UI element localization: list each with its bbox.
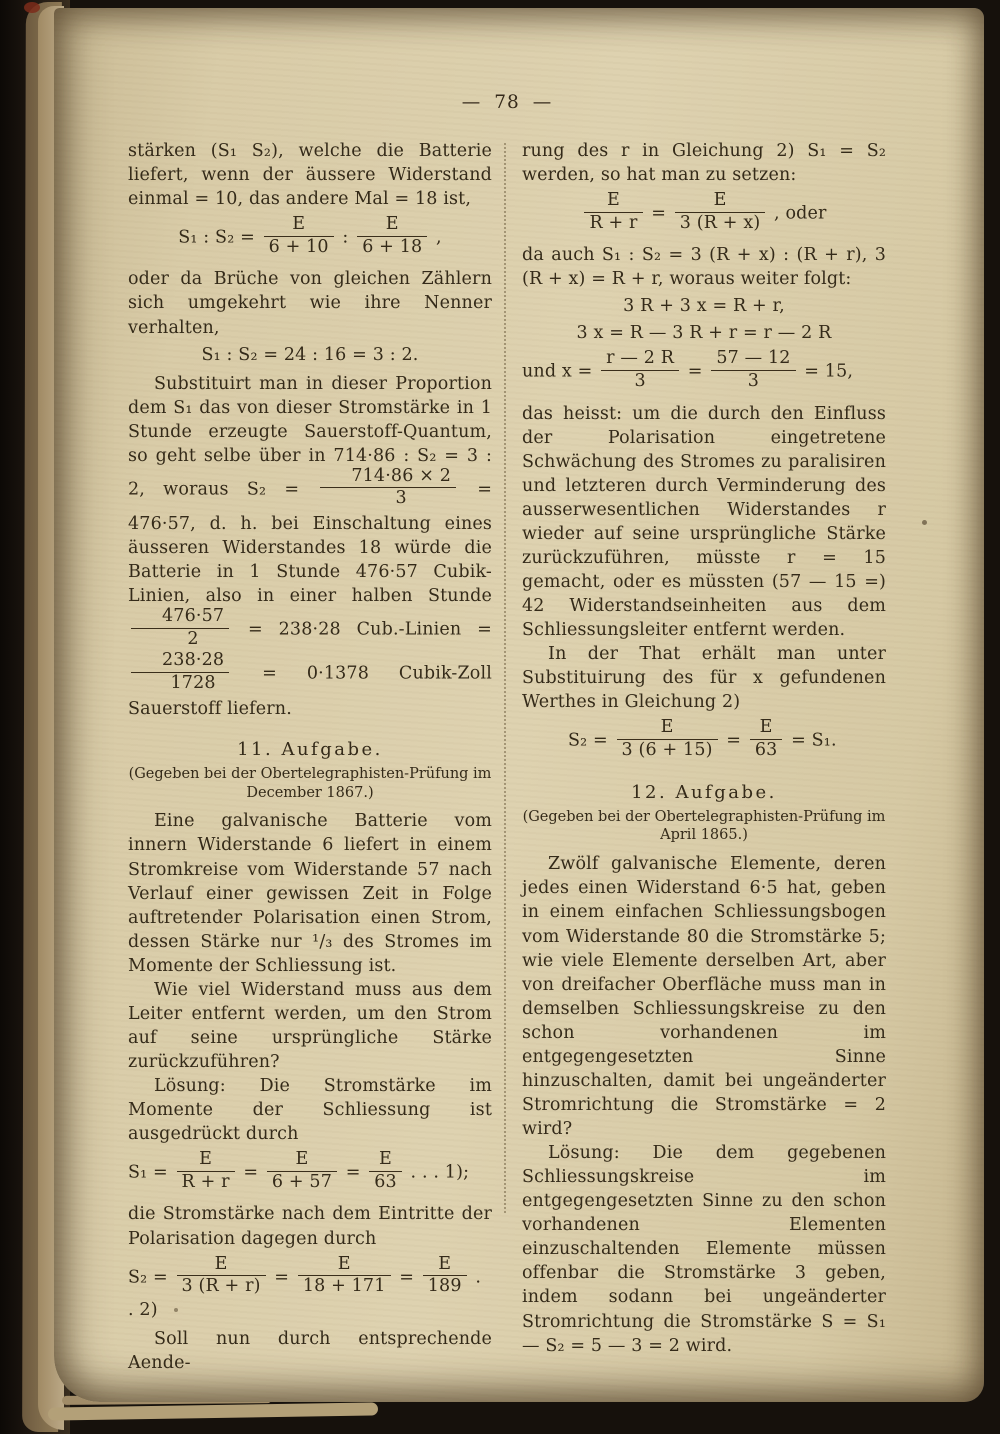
fraction: $\frac{238\cdot 28}{1728}$	[131, 651, 229, 693]
exam-note: (Gegeben bei der Obertelegraphisten-Prüfung im April 1865.)	[522, 808, 886, 844]
paragraph: Eine galvanische Batterie vom innern Widerstande 6 liefert in einem Stromkreise vom Widerstande 57 nach Verlauf einer gewissen Zeit in Folge auftretender Polarisation einen Strom, dessen Stärke nur ¹/₃ des Stromes im Momente der Schliessung ist.	[128, 811, 492, 976]
paragraph: da auch S₁ : S₂ = 3 (R + x) : (R + r), 3 (R + x) = R + r, woraus weiter folgt:	[522, 245, 886, 290]
paragraph: Zwölf galvanische Elemente, deren jedes einen Widerstand 6·5 hat, geben in einem einfachen Schliessungsbogen vom Widerstande 80 die Stromstärke 5; wie viele Elemente derselben Art, aber von dreifacher Oberfläche muss man in demselben Schliessungskreise zu den schon vorhandenen im entgegengesetzten Sinne hinzuschalten, damit bei ungeänderter Stromrichtung die Stromstärke = 2 wird?	[522, 854, 886, 1139]
exam-note: (Gegeben bei der Obertelegraphisten-Prüfung im December 1867.)	[128, 765, 492, 801]
column-divider	[504, 143, 506, 1213]
fraction: $\frac{E}{63}$	[369, 1150, 402, 1192]
formula: S₁ : S₂ = 24 : 16 = 3 : 2.	[201, 344, 419, 365]
formula: S₂ = $\frac{E}{3 (6 + 15)}$ = $\frac{E}{63}$ = S₁.	[568, 717, 837, 761]
right-column	[522, 139, 886, 1375]
fraction: $\frac{E}{6 + 10}$	[264, 215, 334, 257]
fraction: $\frac{E}{R + r}$	[584, 191, 642, 233]
paragraph: Wie viel Widerstand muss aus dem Leiter entfernt werden, um den Strom auf seine ursprüngliche Stärke zurückzuführen?	[128, 979, 492, 1072]
fraction: $\frac{E}{18 + 171}$	[298, 1255, 391, 1297]
fraction: $\frac{E}{3 (R + r)}$	[177, 1255, 266, 1297]
page-number	[128, 92, 886, 113]
paragraph: Lösung: Die dem gegebenen Schliessungskreise im entgegengesetzten Sinne zu den schon vorhandenen Elementen einzuschaltenden Elemente müssen offenbar die Stromstärke 3 geben, indem sodann bei ungeänderter Stromrichtung die Stromstärke S = S₁ — S₂ = 5 — 3 = 2 wird.	[522, 1143, 886, 1356]
page-content	[128, 92, 886, 1375]
fraction: $\frac{476\cdot 57}{2}$	[131, 607, 229, 649]
fraction: $\frac{E}{6 + 18}$	[357, 215, 427, 257]
paragraph: Lösung: Die Stromstärke im Momente der Schliessung ist ausgedrückt durch	[128, 1076, 492, 1145]
paragraph: rung des r in Gleichung 2) S₁ = S₂ werden, so hat man zu setzen:	[522, 141, 886, 186]
fraction: $\frac{r — 2 R}{3}$	[601, 349, 679, 391]
formula: S₂ = $\frac{E}{3 (R + r)}$ = $\frac{E}{18 + 171}$ = $\frac{E}{189}$ . . 2)	[128, 1253, 482, 1320]
fraction: $\frac{E}{189}$	[423, 1255, 467, 1297]
section-heading: 11. Aufgabe.	[237, 738, 383, 760]
fraction: $\frac{E}{63}$	[750, 718, 783, 760]
paragraph: Soll nun durch entsprechende Aende-	[128, 1328, 492, 1373]
formula: S₁ : S₂ = $\frac{E}{6 + 10}$ : $\frac{E}{6 + 18}$ ,	[178, 214, 442, 257]
paragraph: stärken (S₁ S₂), welche die Batterie liefert, wenn der äussere Widerstand einmal = 10, das andere Mal = 18 ist,	[128, 141, 492, 210]
paragraph: Substituirt man in dieser Proportion dem S₁ das von dieser Stromstärke in 1 Stunde erzeugte Sauerstoff-Quantum, so geht selbe über in 714·86 : S₂ = 3 : 2, woraus S₂ = $\frac{714\cdot 86 \times 2}{3}$ = 476·57, d. h. bei Einschaltung eines äusseren Widerstandes 18 würde die Batterie in 1 Stunde 476·57 Cubik-Linien, also in einer halben Stunde $\frac{476\cdot 57}{2}$ = 238·28 Cub.-Linien = $\frac{238\cdot 28}{1728}$ = 0·1378 Cubik-Zoll Sauerstoff liefern.	[128, 373, 493, 719]
paragraph: das heisst: um die durch den Einfluss der Polarisation eingetretene Schwächung des Stromes zu paralisiren und letzteren durch Verminderung des ausserwesentlichen Widerstandes r wieder auf seine ursprüngliche Stärke zurückzuführen, müsste r = 15 gemacht, oder es müssten (57 — 15 =) 42 Widerstandseinheiten aus dem Schliessungsleiter entfernt werden.	[522, 403, 886, 641]
header-dash: —	[532, 92, 553, 113]
red-stain	[24, 2, 40, 13]
fraction: $\frac{57 — 12}{3}$	[711, 349, 795, 391]
fraction: $\frac{714\cdot 86 \times 2}{3}$	[320, 467, 456, 509]
page-number-value: 78	[494, 92, 520, 113]
section-heading: 12. Aufgabe.	[631, 781, 777, 803]
formula: $\frac{E}{R + r}$ = $\frac{E}{3 (R + x)}$ , oder	[522, 192, 886, 236]
paragraph: In der That erhält man unter Substituirung des für x gefundenen Werthes in Gleichung 2)	[522, 644, 886, 713]
formula: und x = $\frac{r — 2 R}{3}$ = $\frac{57 — 12}{3}$ = 15,	[522, 348, 854, 392]
formula: 3 R + 3 x = R + r,	[623, 296, 785, 317]
formula: S₁ = $\frac{E}{R + r}$ = $\frac{E}{6 + 57}$ = $\frac{E}{63}$ . . . 1);	[128, 1149, 470, 1192]
paper-speck	[922, 520, 927, 525]
fraction: $\frac{E}{R + r}$	[177, 1150, 235, 1192]
formula: 3 x = R — 3 R + r = r — 2 R	[576, 323, 832, 344]
page-stack-edge	[48, 1402, 378, 1420]
book-page	[54, 8, 984, 1402]
fraction: $\frac{E}{3 (R + x)}$	[675, 191, 766, 233]
fraction: $\frac{E}{6 + 57}$	[267, 1150, 337, 1192]
left-column	[128, 139, 492, 1375]
header-dash: —	[461, 92, 482, 113]
fraction: $\frac{E}{3 (6 + 15)}$	[617, 718, 718, 760]
two-column-layout	[128, 139, 886, 1375]
paragraph: oder da Brüche von gleichen Zählern sich umgekehrt wie ihre Nenner verhalten,	[128, 269, 492, 338]
paragraph: die Stromstärke nach dem Eintritte der Polarisation dagegen durch	[128, 1204, 492, 1249]
